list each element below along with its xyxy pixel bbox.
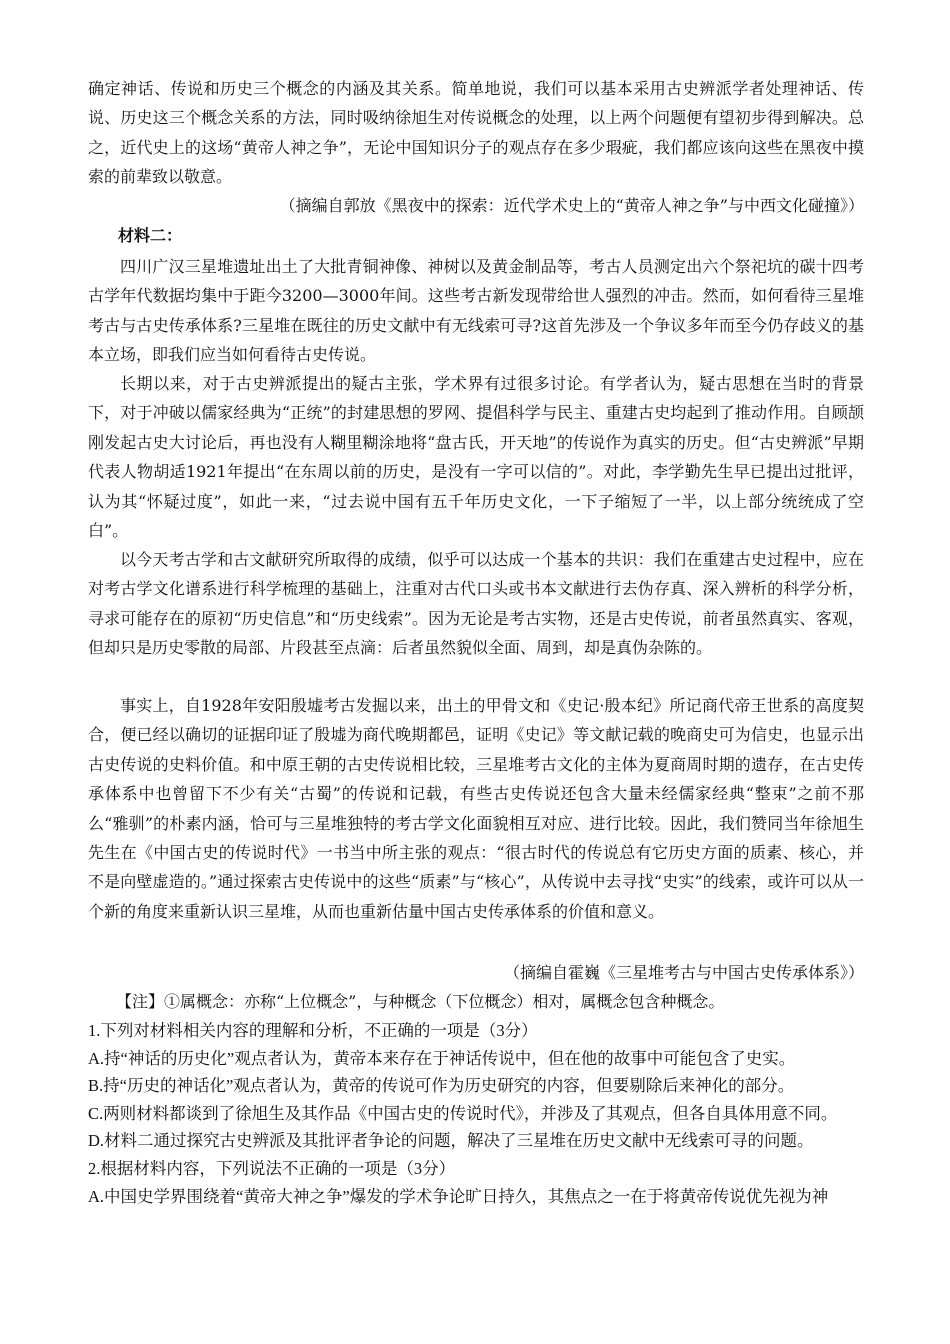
- material2-paragraph-1: 四川广汉三星堆遗址出土了大批青铜神像、神树以及黄金制品等，考古人员测定出六个祭祀坑的碳十四考古学年代数据均集中于距今3200—3000年间。这些考古新发现带给世人强烈的冲击。然而，如何看待三星堆考古与古史传承体系?三星堆在既往的历史文献中有无线索可寻?这首先涉及一个争议多年而至今仍存歧义的基本立场，即我们应当如何看待古史传说。: [88, 257, 864, 365]
- question-1-option-b: B.持“历史的神话化”观点者认为，黄帝的传说可作为历史研究的内容，但要剔除后来神化的部分。: [88, 1076, 795, 1095]
- question-1-stem: 1.下列对材料相关内容的理解和分析，不正确的一项是（3分）: [88, 1021, 538, 1040]
- material2-paragraph-4: 事实上，自1928年安阳殷墟考古发掘以来，出土的甲骨文和《史记·殷本纪》所记商代帝王世系的高度契合，便已经以确切的证据印证了殷墟为商代晚期都邑，证明《史记》等文献记载的晚商史可为信史，也显示出古史传说的史料价值。和中原王朝的古史传说相比较，三星堆考古文化的主体为夏商周时期的遗存，在古史传承体系中也曾留下不少有关“古蜀”的传说和记载，有些古史传说还包含大量未经儒家经典“整束”之前不那么“雅驯”的朴素内涵，恰可与三星堆独特的考古学文化面貌相互对应、进行比较。因此，我们赞同当年徐旭生先生在《中国古史的传说时代》一书当中所主张的观点：“很古时代的传说总有它历史方面的质素、核心，并不是向壁虚造的。”通过探索古史传说中的这些“质素”与“核心”，从传说中去寻找“史实”的线索，或许可以从一个新的角度来重新认识三星堆，从而也重新估量中国古史传承体系的价值和意义。: [88, 696, 864, 921]
- material2-paragraph-3: 以今天考古学和古文献研究所取得的成绩，似乎可以达成一个基本的共识：我们在重建古史过程中，应在对考古学文化谱系进行科学梳理的基础上，注重对古代口头或书本文献进行去伪存真、深入辨析的科学分析，寻求可能存在的原初“历史信息”和“历史线索”。因为无论是考古实物，还是古史传说，前者虽然真实、客观，但却只是历史零散的局部、片段甚至点滴：后者虽然貌似全面、周到，却是真伪杂陈的。: [88, 550, 864, 658]
- question-1-option-c: C.两则材料都谈到了徐旭生及其作品《中国古史的传说时代》，并涉及了其观点，但各自具体用意不同。: [88, 1103, 838, 1123]
- material2-paragraph-2: 长期以来，对于古史辨派提出的疑古主张，学术界有过很多讨论。有学者认为，疑古思想在当时的背景下，对于冲破以儒家经典为“正统”的封建思想的罗网、提倡科学与民主、重建古史均起到了推动作用。自顾颉刚发起古史大讨论后，再也没有人糊里糊涂地将“盘古氏，开天地”的传说作为真实的历史。但“古史辨派”早期代表人物胡适1921年提出“在东周以前的历史，是没有一字可以信的”。对此，李学勤先生早已提出过批评，认为其“怀疑过度”，如此一来，“过去说中国有五千年历史文化，一下子缩短了一半，以上部分统统成了空白”。: [88, 374, 864, 541]
- question-1-option-a: A.持“神话的历史化”观点者认为，黄帝本来存在于神话传说中，但在他的故事中可能包含了史实。: [88, 1048, 796, 1068]
- footnote: 【注】①属概念：亦称“上位概念”，与种概念（下位概念）相对，属概念包含种概念。: [116, 992, 725, 1011]
- question-2-stem: 2.根据材料内容，下列说法不正确的一项是（3分）: [88, 1159, 456, 1178]
- question-2-option-a: A.中国史学界围绕着“黄帝大神之争”爆发的学术争论旷日持久，其焦点之一在于将黄帝传说优先视为神: [88, 1186, 829, 1206]
- question-1: [88, 1017, 878, 1155]
- question-2: [88, 1155, 878, 1210]
- material2-source-citation: （摘编自霍巍《三星堆考古与中国古史传承体系》）: [503, 963, 864, 982]
- question-1-option-d: D.材料二通过探究古史辨派及其批评者争论的问题，解决了三星堆在历史文献中无线索可寻的问题。: [88, 1131, 814, 1150]
- material2-heading: 材料二：: [118, 226, 183, 245]
- material1-source-citation: （摘编自郭放《黑夜中的探索：近代学术史上的“黄帝人神之争”与中西文化碰撞》）: [279, 196, 864, 215]
- material1-tail-paragraph: 确定神话、传说和历史三个概念的内涵及其关系。简单地说，我们可以基本采用古史辨派学者处理神话、传说、历史这三个概念关系的方法，同时吸纳徐旭生对传说概念的处理，以上两个问题便有望初步得到解决。总之，近代史上的这场“黄帝人神之争”，无论中国知识分子的观点存在多少瑕疵，我们都应该向这些在黑夜中摸索的前辈致以敬意。: [88, 79, 864, 187]
